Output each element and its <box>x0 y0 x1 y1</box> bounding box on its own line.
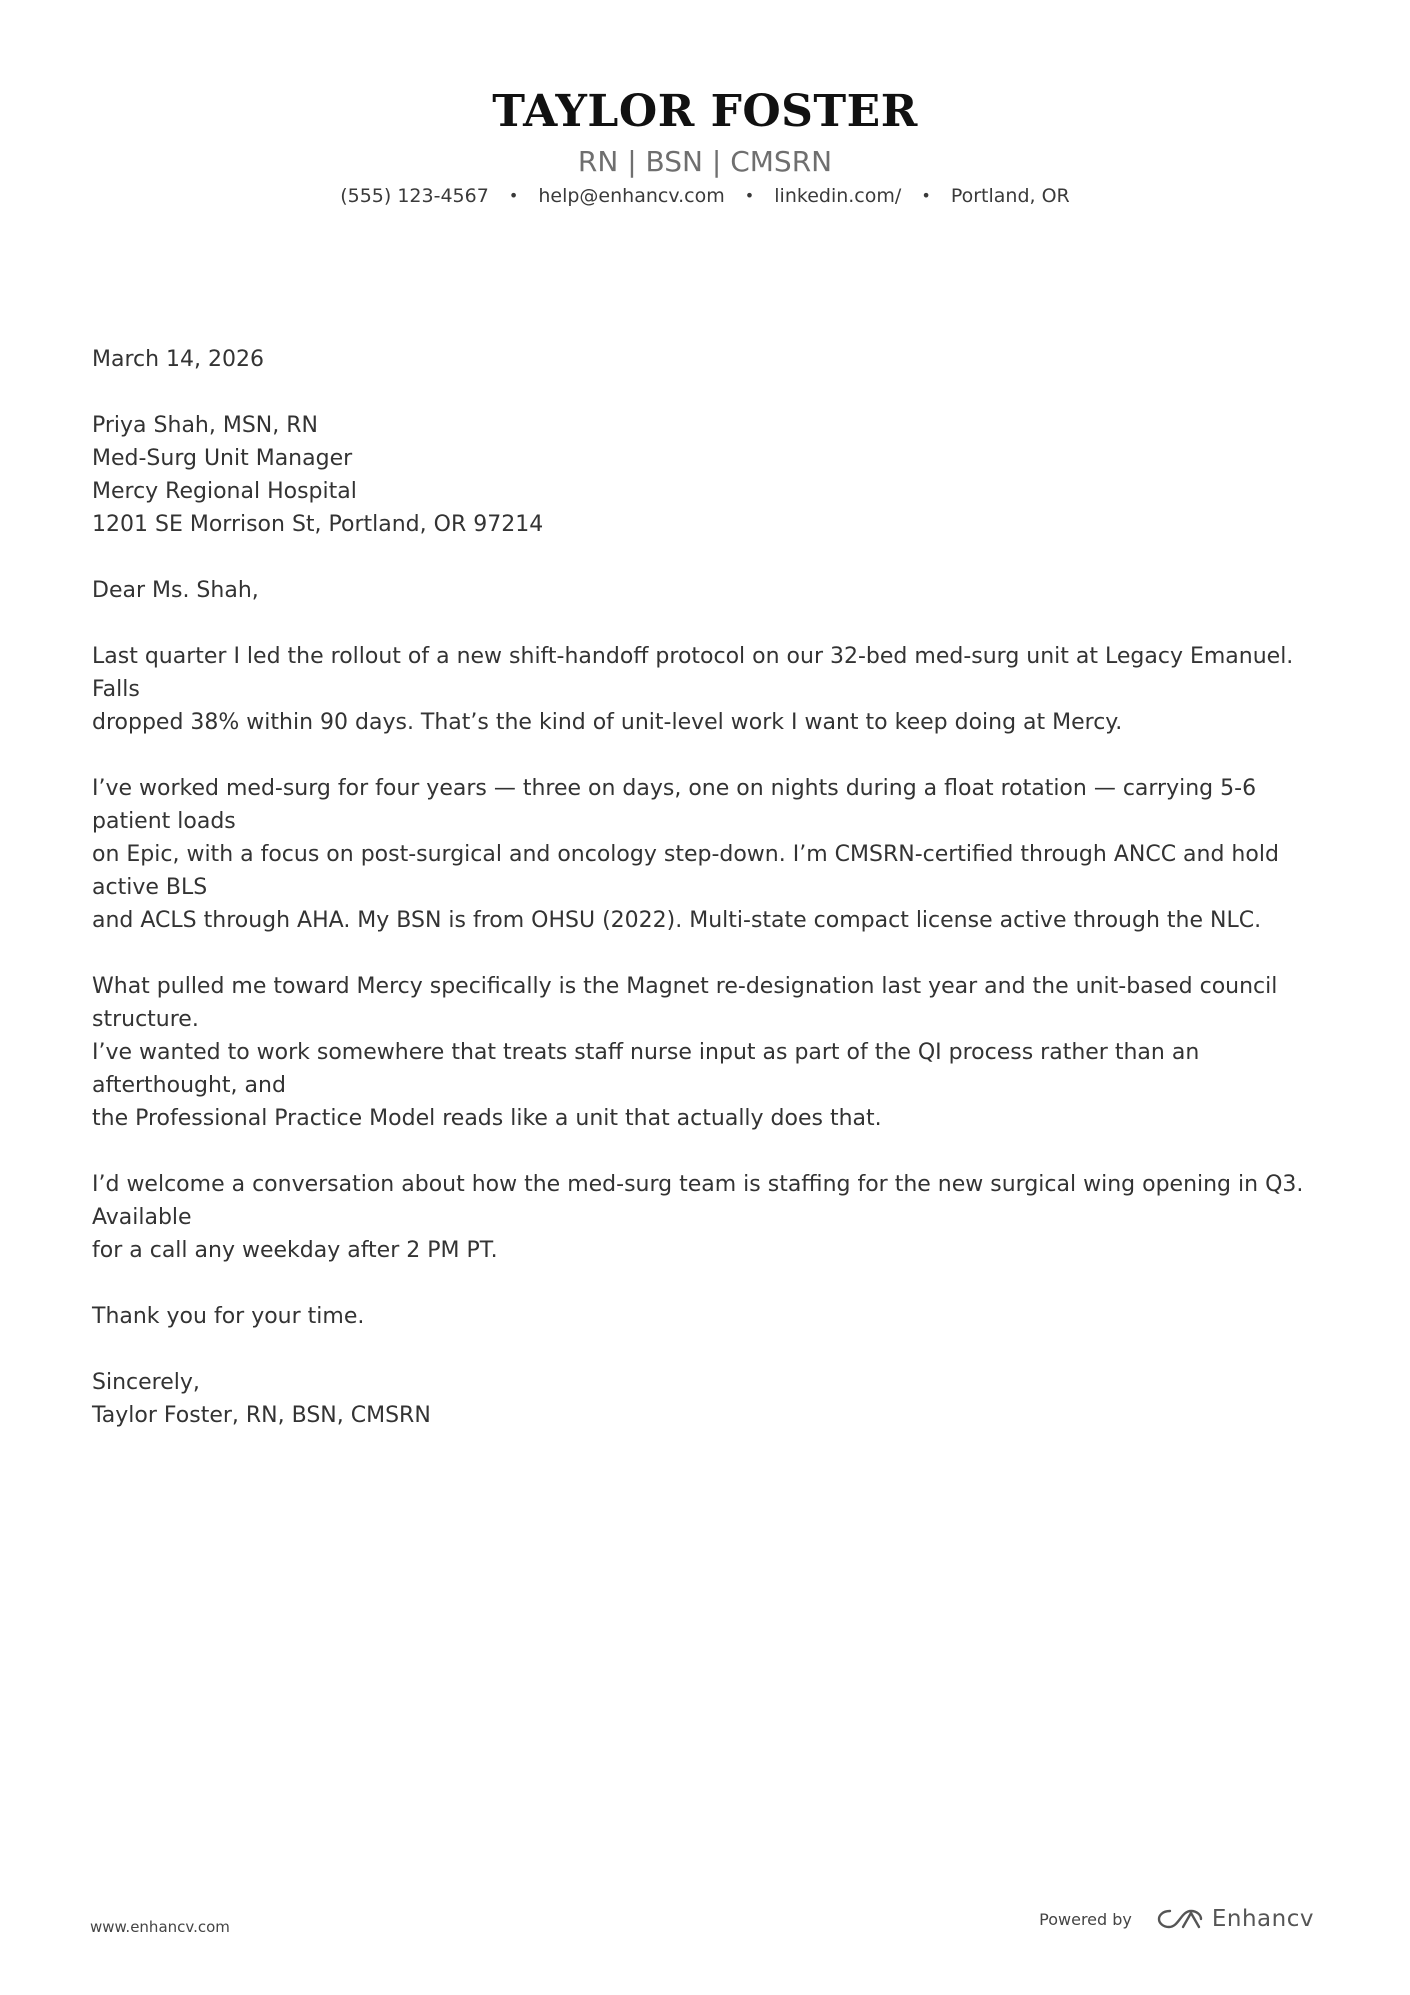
body-paragraph-4 <box>92 1168 1332 1267</box>
contact-location: Portland, OR <box>950 185 1070 207</box>
recipient-address: 1201 SE Morrison St, Portland, OR 97214 <box>92 512 544 537</box>
closing: Sincerely, <box>92 1370 200 1395</box>
powered-by-label: Powered by <box>1039 1909 1132 1929</box>
contact-line <box>0 182 1410 211</box>
paragraph-line: I’ve worked med-surg for four years — three on days, one on nights during a float rotation — carrying 5-6 patient loads <box>92 776 1257 834</box>
paragraph-line: dropped 38% within 90 days. That’s the kind of unit-level work I want to keep doing at Mercy. <box>92 710 1123 735</box>
paragraph-line: for a call any weekday after 2 PM PT. <box>92 1238 498 1263</box>
body-paragraph-2 <box>92 772 1332 937</box>
candidate-credentials: RN | BSN | CMSRN <box>577 145 833 178</box>
paragraph-line: I’d welcome a conversation about how the med-surg team is staffing for the new surgical wing opening in Q3. Available <box>92 1172 1304 1230</box>
recipient-block <box>92 409 1332 541</box>
contact-email[interactable]: help@enhancv.com <box>538 185 725 207</box>
recipient-role: Med-Surg Unit Manager <box>92 446 353 471</box>
body-paragraph-1 <box>92 640 1332 739</box>
contact-linkedin[interactable]: linkedin.com/ <box>774 185 902 207</box>
separator-dot: • <box>744 186 755 205</box>
enhancv-logo[interactable] <box>1156 1906 1314 1932</box>
recipient-organization: Mercy Regional Hospital <box>92 479 357 504</box>
salutation: Dear Ms. Shah, <box>92 578 259 603</box>
recipient-name: Priya Shah, MSN, RN <box>92 413 318 438</box>
resume-header <box>0 82 1410 211</box>
candidate-name: TAYLOR FOSTER <box>492 86 918 137</box>
brand-name: Enhancv <box>1211 1906 1314 1932</box>
separator-dot: • <box>508 186 519 205</box>
separator-dot: • <box>921 186 931 205</box>
paragraph-line: What pulled me toward Mercy specifically is the Magnet re-designation last year and the unit-based council structure. <box>92 974 1278 1032</box>
letter-body <box>92 343 1332 1465</box>
paragraph-line: I’ve wanted to work somewhere that treats staff nurse input as part of the QI process rather than an afterthought, and <box>92 1040 1200 1098</box>
footer-website[interactable]: www.enhancv.com <box>90 1918 230 1936</box>
body-paragraph-3 <box>92 970 1332 1135</box>
footer-branding <box>1039 1906 1314 1932</box>
paragraph-line: the Professional Practice Model reads like a unit that actually does that. <box>92 1106 882 1131</box>
signature-block <box>92 1366 1332 1432</box>
paragraph-line: Last quarter I led the rollout of a new shift-handoff protocol on our 32-bed med-surg unit at Legacy Emanuel. Falls <box>92 644 1294 702</box>
letter-date: March 14, 2026 <box>92 347 265 372</box>
contact-phone: (555) 123-4567 <box>340 185 489 207</box>
paragraph-line: on Epic, with a focus on post-surgical and oncology step-down. I’m CMSRN-certified through ANCC and hold active BLS <box>92 842 1279 900</box>
signature: Taylor Foster, RN, BSN, CMSRN <box>92 1403 431 1428</box>
thanks-line: Thank you for your time. <box>92 1304 365 1329</box>
paragraph-line: and ACLS through AHA. My BSN is from OHSU (2022). Multi-state compact license active through the NLC. <box>92 908 1262 933</box>
enhancv-logo-icon <box>1156 1906 1204 1932</box>
